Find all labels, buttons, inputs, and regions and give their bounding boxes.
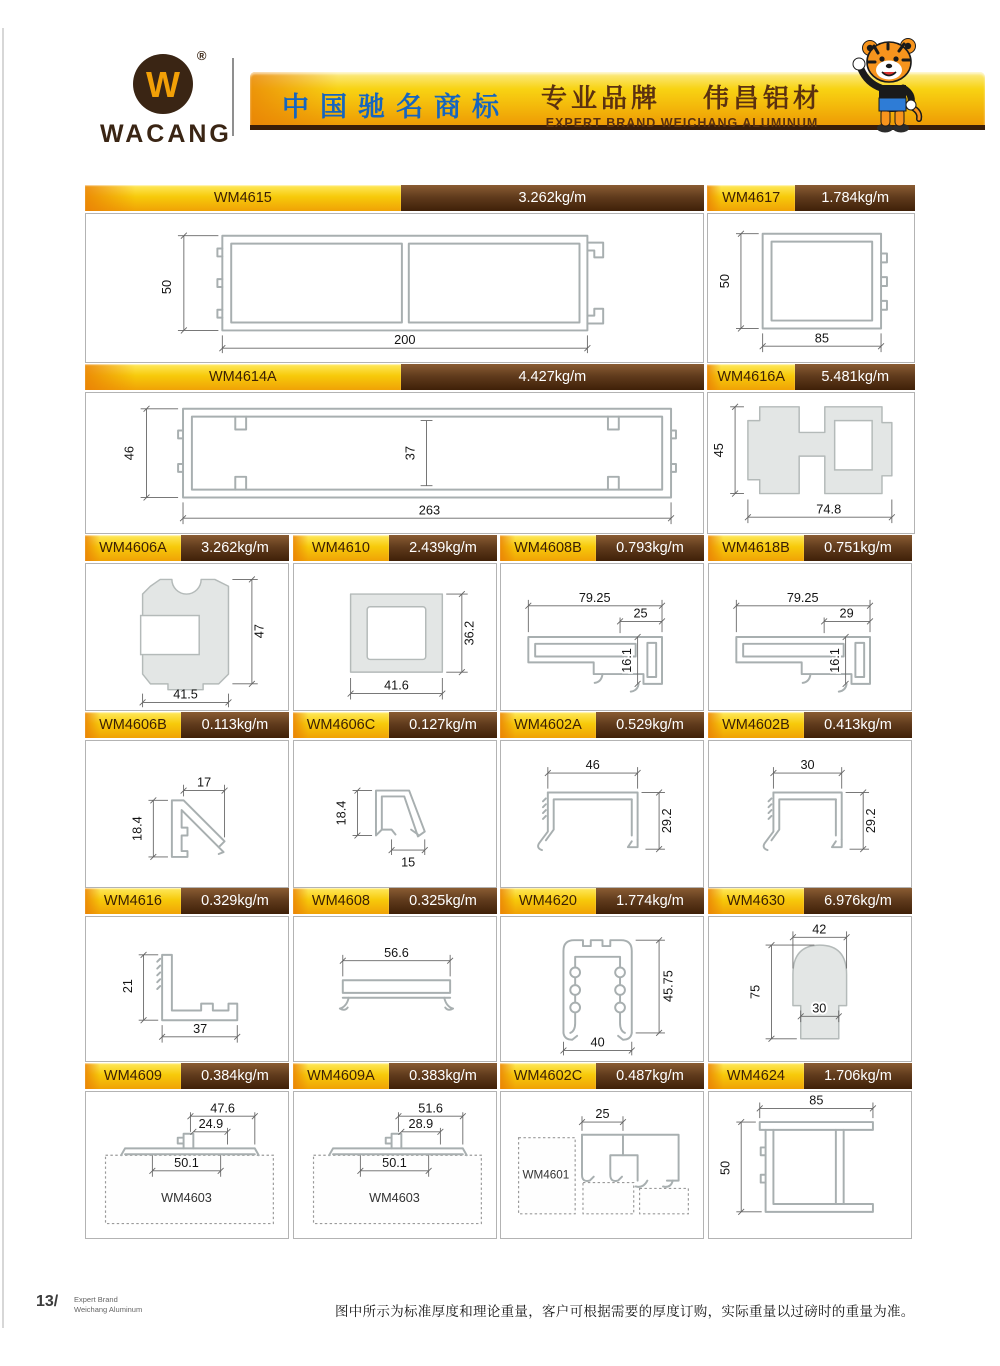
product-cell-wm4609 [85, 1063, 289, 1239]
dim-label: 45.75 [661, 970, 676, 1002]
model-label: WM4630 [708, 888, 804, 914]
dim-label: 46 [121, 446, 137, 461]
model-label: WM4618B [708, 535, 804, 561]
cell-header [85, 535, 289, 561]
wacang-logo-icon [131, 48, 207, 116]
weight-label: 0.413kg/m [804, 712, 912, 738]
weight-label: 0.793kg/m [596, 535, 704, 561]
profile-drawing [293, 740, 497, 888]
cell-header [707, 185, 915, 211]
registered-mark: ® [196, 48, 207, 63]
profile-drawing [500, 563, 704, 711]
cell-header [293, 712, 497, 738]
dim-label: 25 [595, 1107, 610, 1122]
dim-label: 40 [590, 1035, 605, 1050]
cell-header [85, 364, 704, 390]
model-label: WM4609 [85, 1063, 181, 1089]
weight-label: 1.784kg/m [795, 185, 915, 211]
related-model-label: WM4601 [522, 1168, 570, 1182]
weight-label: 0.487kg/m [596, 1063, 704, 1089]
weight-label: 2.439kg/m [389, 535, 497, 561]
dim-label: 50.1 [382, 1155, 407, 1170]
model-label: WM4608B [500, 535, 596, 561]
dim-label: 263 [418, 502, 441, 518]
weight-label: 3.262kg/m [181, 535, 289, 561]
weight-label: 1.774kg/m [596, 888, 704, 914]
product-cell-wm4608 [293, 888, 497, 1062]
weight-label: 1.706kg/m [804, 1063, 912, 1089]
profile-drawing [500, 740, 704, 888]
banner-brand-cn [502, 78, 862, 115]
page-edge-line [2, 28, 4, 1328]
product-cell-wm4602a [500, 712, 704, 888]
profile-drawing [708, 563, 912, 711]
dim-label: 50 [159, 279, 175, 295]
model-label: WM4602C [500, 1063, 596, 1089]
dim-label: 24.9 [198, 1116, 224, 1131]
weight-label: 0.113kg/m [181, 712, 289, 738]
weight-label: 0.751kg/m [804, 535, 912, 561]
model-label: WM4624 [708, 1063, 804, 1089]
model-label: WM4606C [293, 712, 389, 738]
cell-header [293, 1063, 497, 1089]
dim-label: 47.6 [210, 1101, 235, 1116]
profile-drawing [708, 740, 912, 888]
cell-header [85, 712, 289, 738]
product-cell-wm4606b [85, 712, 289, 888]
dim-label: 41.5 [173, 687, 198, 702]
cell-header [293, 888, 497, 914]
weight-label: 0.383kg/m [389, 1063, 497, 1089]
page-number: 13/ [36, 1293, 59, 1310]
cell-header [708, 535, 912, 561]
cell-header [707, 364, 915, 390]
dim-label: 37 [402, 446, 418, 461]
dim-label: 29.2 [863, 808, 878, 834]
dim-label: 36.2 [462, 620, 477, 646]
banner-brand-en: EXPERT BRAND WEICHANG ALUMINUM [545, 116, 819, 130]
dim-label: 79.25 [786, 590, 819, 605]
dim-label: 50 [718, 1160, 733, 1175]
footer-brand-line1: Expert Brand [74, 1295, 118, 1304]
model-label: WM4606B [85, 712, 181, 738]
related-model-label: WM4603 [161, 1191, 212, 1206]
cell-header [500, 888, 704, 914]
footer-brand-line2: Weichang Aluminum [74, 1304, 143, 1314]
weight-label: 4.427kg/m [401, 364, 704, 390]
model-label: WM4620 [500, 888, 596, 914]
dim-label: 56.6 [384, 945, 409, 960]
brand-logo [100, 48, 232, 149]
cell-header [500, 1063, 704, 1089]
cell-header [85, 1063, 289, 1089]
cell-header [708, 712, 912, 738]
dim-label: 85 [809, 1093, 824, 1108]
model-label: WM4616 [85, 888, 181, 914]
dim-label: 28.9 [408, 1116, 434, 1131]
dim-label: 21 [120, 979, 135, 994]
model-label: WM4610 [293, 535, 389, 561]
profile-drawing [85, 563, 289, 711]
profile-drawing [707, 392, 915, 534]
dim-label: 30 [812, 1001, 827, 1016]
profile-drawing [85, 740, 289, 888]
weight-label: 5.481kg/m [795, 364, 915, 390]
profile-drawing [707, 213, 915, 363]
weight-label: 3.262kg/m [401, 185, 704, 211]
weight-label: 0.384kg/m [181, 1063, 289, 1089]
product-cell-wm4609a [293, 1063, 497, 1239]
product-cell-wm4618b [708, 535, 912, 711]
dim-label: 15 [401, 855, 416, 870]
weight-label: 6.976kg/m [804, 888, 912, 914]
banner-brand-cn-2: 伟昌铝材 [703, 83, 824, 113]
dim-label: 37 [193, 1021, 208, 1036]
cell-header [85, 185, 704, 211]
profile-drawing [293, 916, 497, 1062]
product-cell-wm4616 [85, 888, 289, 1062]
dim-label: 17 [197, 775, 212, 790]
dim-label: 79.25 [578, 590, 611, 605]
model-label: WM4616A [707, 364, 795, 390]
product-cell-wm4615 [85, 185, 704, 363]
tiger-mascot-icon [845, 34, 925, 136]
cell-header [500, 712, 704, 738]
dim-label: 50.1 [174, 1155, 199, 1170]
profile-drawing [500, 1091, 704, 1239]
product-cell-wm4616a [707, 364, 915, 534]
product-cell-wm4610 [293, 535, 497, 711]
dim-label: 45 [711, 443, 727, 458]
weight-label: 0.325kg/m [389, 888, 497, 914]
product-cell-wm4602c [500, 1063, 704, 1239]
product-cell-wm4606a [85, 535, 289, 711]
model-label: WM4617 [707, 185, 795, 211]
dim-label: 18.4 [130, 816, 145, 841]
banner-brand-cn-1: 专业品牌 [540, 83, 661, 113]
cell-header [708, 1063, 912, 1089]
brand-name: WACANG [100, 120, 232, 148]
cell-header [500, 535, 704, 561]
header-divider [232, 58, 234, 136]
dim-label: 16.1 [827, 648, 842, 673]
dim-label: 75 [748, 984, 763, 999]
dim-label: 50 [717, 273, 733, 289]
model-label: WM4602A [500, 712, 596, 738]
cell-header [708, 888, 912, 914]
dim-label: 46 [585, 758, 600, 773]
model-label: WM4615 [85, 185, 401, 211]
profile-drawing [293, 563, 497, 711]
model-label: WM4602B [708, 712, 804, 738]
dim-label: 200 [394, 332, 416, 348]
logo-w-letter: W [145, 64, 180, 105]
cell-header [85, 888, 289, 914]
profile-drawing [85, 916, 289, 1062]
dim-label: 18.4 [334, 800, 349, 826]
product-grid [85, 185, 917, 1241]
profile-drawing [85, 213, 704, 363]
banner-brand-block [502, 78, 862, 130]
profile-drawing [85, 1091, 289, 1239]
product-cell-wm4620 [500, 888, 704, 1062]
weight-disclaimer: 图中所示为标准厚度和理论重量，客户可根据需要的厚度订购，实际重量以过磅时的重量为准。 [335, 1304, 915, 1319]
product-cell-wm4617 [707, 185, 915, 363]
dim-label: 41.6 [384, 678, 409, 693]
dim-label: 29 [839, 606, 854, 621]
product-cell-wm4606c [293, 712, 497, 888]
dim-label: 85 [814, 330, 829, 346]
dim-label: 51.6 [418, 1101, 443, 1116]
model-label: WM4609A [293, 1063, 389, 1089]
profile-drawing [85, 392, 704, 534]
related-model-label: WM4603 [369, 1191, 420, 1206]
model-label: WM4608 [293, 888, 389, 914]
product-cell-wm4624 [708, 1063, 912, 1239]
product-cell-wm4602b [708, 712, 912, 888]
dim-label: 42 [812, 922, 827, 937]
profile-drawing [708, 916, 912, 1062]
dim-label: 25 [633, 606, 648, 621]
weight-label: 0.127kg/m [389, 712, 497, 738]
dim-label: 47 [252, 624, 267, 639]
weight-label: 0.529kg/m [596, 712, 704, 738]
profile-drawing [293, 1091, 497, 1239]
product-cell-wm4630 [708, 888, 912, 1062]
product-cell-wm4608b [500, 535, 704, 711]
dim-label: 30 [800, 758, 815, 773]
product-cell-wm4614a [85, 364, 704, 534]
footer-brand-text [74, 1295, 142, 1315]
banner-slogan-cn: 中国驰名商标 [282, 92, 510, 122]
dim-label: 74.8 [816, 501, 842, 517]
profile-drawing [500, 916, 704, 1062]
dim-label: 29.2 [659, 808, 674, 834]
dim-label: 16.1 [619, 648, 634, 673]
cell-header [293, 535, 497, 561]
model-label: WM4606A [85, 535, 181, 561]
model-label: WM4614A [85, 364, 401, 390]
weight-label: 0.329kg/m [181, 888, 289, 914]
profile-drawing [708, 1091, 912, 1239]
